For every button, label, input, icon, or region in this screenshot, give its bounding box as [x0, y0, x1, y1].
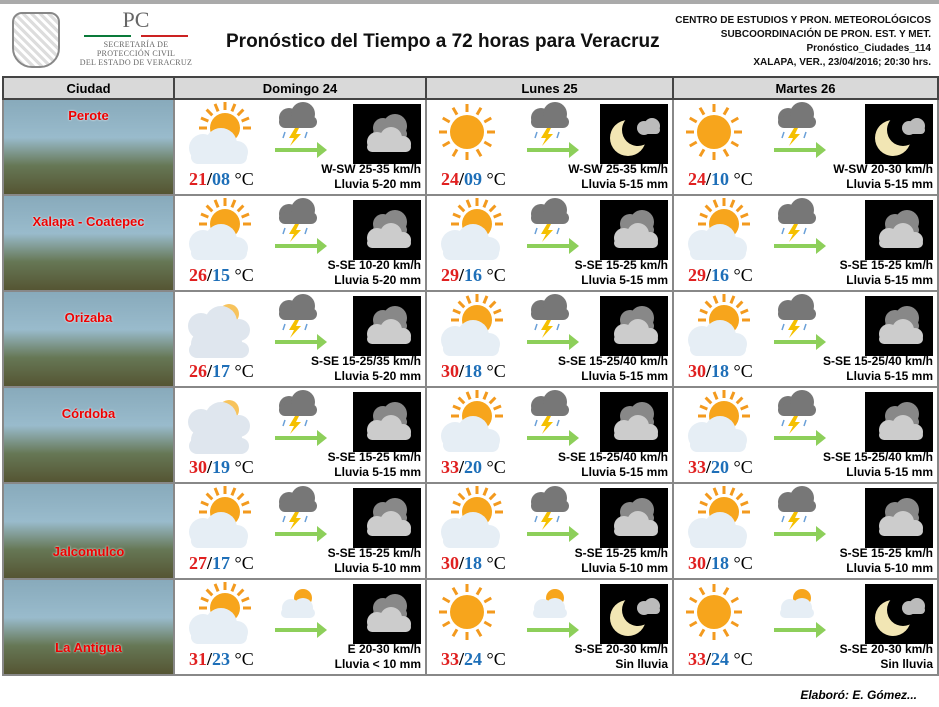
arrow-icon: [527, 244, 571, 248]
wind: S-SE 15-25/40 km/h: [557, 354, 668, 368]
temperature: 26/17 °C: [189, 361, 254, 381]
sun-day-icon: [680, 582, 750, 647]
moon-night-icon: [600, 104, 668, 164]
wind: S-SE 20-30 km/h: [574, 642, 668, 656]
page-title: Pronóstico del Tiempo a 72 horas para Veracruz: [226, 31, 660, 52]
wind-rain-info: [328, 258, 421, 288]
forecast-cell: [673, 99, 938, 195]
arrow-icon: [275, 628, 319, 632]
wind-rain-info: [840, 642, 933, 672]
wind: S-SE 20-30 km/h: [839, 642, 933, 656]
cloudy-day-icon: [181, 390, 256, 465]
table-row: [3, 483, 938, 579]
forecast-cell: [174, 291, 426, 387]
rain: Lluvia 5-15 mm: [581, 273, 668, 287]
wind: S-SE 15-25 km/h: [839, 546, 933, 560]
forecast-cell: [174, 99, 426, 195]
wind: W-SW 20-30 km/h: [833, 162, 933, 176]
rain: Lluvia < 10 mm: [334, 657, 421, 671]
forecast-cell: [673, 387, 938, 483]
wind-rain-info: [575, 642, 668, 672]
storm-trend-icon: [772, 102, 822, 153]
table-row: [3, 99, 938, 195]
temperature: 29/16 °C: [441, 265, 506, 285]
temperature: 30/18 °C: [688, 553, 753, 573]
city-photo: [3, 483, 174, 579]
top-bar: [0, 0, 939, 4]
temperature: 31/23 °C: [189, 649, 254, 669]
wind: S-SE 15-25 km/h: [839, 258, 933, 272]
partly-trend-icon: [772, 582, 822, 633]
storm-trend-icon: [273, 102, 323, 153]
partly-day-icon: [181, 198, 256, 273]
column-header-city: Ciudad: [3, 77, 174, 99]
temperature: 33/20 °C: [441, 457, 506, 477]
storm-trend-icon: [772, 294, 822, 345]
wind-rain-info: [335, 642, 421, 672]
partly-day-icon: [433, 486, 508, 561]
city-name: Orizaba: [64, 310, 113, 325]
arrow-icon: [774, 340, 818, 344]
rain: Sin lluvia: [615, 657, 668, 671]
city-name: La Antigua: [55, 640, 122, 655]
storm-trend-icon: [772, 198, 822, 249]
city-name: Jalcomulco: [52, 544, 125, 559]
rain: Lluvia 5-15 mm: [846, 177, 933, 191]
forecast-cell: [673, 483, 938, 579]
forecast-cell: [426, 483, 673, 579]
moon-night-icon: [865, 584, 933, 644]
storm-trend-icon: [525, 198, 575, 249]
rain: Lluvia 5-15 mm: [846, 465, 933, 479]
arrow-icon: [527, 436, 571, 440]
rain: Sin lluvia: [880, 657, 933, 671]
rain: Lluvia 5-20 mm: [334, 177, 421, 191]
storm-trend-icon: [273, 198, 323, 249]
wind-rain-info: [558, 450, 668, 480]
clouds-night-icon: [865, 200, 933, 260]
wind: S-SE 15-25 km/h: [574, 258, 668, 272]
wind: S-SE 15-25 km/h: [327, 546, 421, 560]
table-row: [3, 579, 938, 675]
city-name: Xalapa - Coatepec: [32, 214, 145, 229]
wind-rain-info: [823, 354, 933, 384]
wind-rain-info: [823, 450, 933, 480]
wind: S-SE 15-25 km/h: [327, 450, 421, 464]
city-photo: [3, 291, 174, 387]
partly-day-icon: [433, 294, 508, 369]
temperature: 24/10 °C: [688, 169, 753, 189]
partly-day-icon: [433, 390, 508, 465]
wind-rain-info: [575, 258, 668, 288]
storm-trend-icon: [273, 294, 323, 345]
temperature: 24/09 °C: [441, 169, 506, 189]
wind: E 20-30 km/h: [347, 642, 421, 656]
temperature: 33/24 °C: [441, 649, 506, 669]
partly-day-icon: [680, 390, 755, 465]
rain: Lluvia 5-20 mm: [334, 273, 421, 287]
temperature: 33/20 °C: [688, 457, 753, 477]
rain: Lluvia 5-10 mm: [581, 561, 668, 575]
wind-rain-info: [575, 546, 668, 576]
rain: Lluvia 5-20 mm: [334, 369, 421, 383]
sun-day-icon: [433, 102, 503, 167]
table-row: [3, 195, 938, 291]
forecast-cell: [673, 579, 938, 675]
rain: Lluvia 5-15 mm: [581, 369, 668, 383]
forecast-cell: [673, 291, 938, 387]
clouds-night-icon: [865, 488, 933, 548]
arrow-icon: [275, 436, 319, 440]
city-photo: [3, 99, 174, 195]
clouds-night-icon: [600, 296, 668, 356]
clouds-night-icon: [600, 200, 668, 260]
temperature: 21/08 °C: [189, 169, 254, 189]
rain: Lluvia 5-15 mm: [334, 465, 421, 479]
column-header-day: Domingo 24: [174, 77, 426, 99]
storm-trend-icon: [273, 486, 323, 537]
rain: Lluvia 5-15 mm: [581, 177, 668, 191]
cloudy-day-icon: [181, 294, 256, 369]
table-row: [3, 387, 938, 483]
temperature: 30/18 °C: [441, 361, 506, 381]
forecast-cell: [673, 195, 938, 291]
rain: Lluvia 5-10 mm: [334, 561, 421, 575]
clouds-night-icon: [865, 392, 933, 452]
temperature: 30/18 °C: [688, 361, 753, 381]
wind-rain-info: [558, 354, 668, 384]
rain: Lluvia 5-10 mm: [846, 561, 933, 575]
wind-rain-info: [568, 162, 668, 192]
temperature: 30/19 °C: [189, 457, 254, 477]
forecast-cell: [174, 579, 426, 675]
arrow-icon: [774, 628, 818, 632]
storm-trend-icon: [772, 486, 822, 537]
sun-day-icon: [680, 102, 750, 167]
proteccion-civil-logo: PC SECRETARÍA DE PROTECCIÓN CIVIL DEL ESTADO DE VERACRUZ: [79, 7, 193, 67]
wind-rain-info: [833, 162, 933, 192]
partly-day-icon: [680, 486, 755, 561]
forecast-cell: [426, 579, 673, 675]
forecast-cell: [174, 483, 426, 579]
storm-trend-icon: [525, 390, 575, 441]
wind-rain-info: [328, 546, 421, 576]
arrow-icon: [275, 532, 319, 536]
table-row: [3, 291, 938, 387]
clouds-night-icon: [600, 488, 668, 548]
storm-trend-icon: [525, 294, 575, 345]
partly-day-icon: [181, 486, 256, 561]
temperature: 29/16 °C: [688, 265, 753, 285]
temperature: 33/24 °C: [688, 649, 753, 669]
wind: S-SE 15-25/40 km/h: [822, 354, 933, 368]
forecast-cell: [174, 195, 426, 291]
rain: Lluvia 5-15 mm: [581, 465, 668, 479]
arrow-icon: [774, 436, 818, 440]
forecast-cell: [426, 387, 673, 483]
rain: Lluvia 5-15 mm: [846, 369, 933, 383]
forecast-cell: [174, 387, 426, 483]
storm-trend-icon: [525, 102, 575, 153]
arrow-icon: [774, 532, 818, 536]
arrow-icon: [774, 148, 818, 152]
storm-trend-icon: [273, 390, 323, 441]
wind-rain-info: [840, 258, 933, 288]
partly-day-icon: [181, 102, 256, 177]
arrow-icon: [527, 532, 571, 536]
city-name: Córdoba: [61, 406, 116, 421]
partly-trend-icon: [273, 582, 323, 633]
clouds-night-icon: [353, 296, 421, 356]
temperature: 27/17 °C: [189, 553, 254, 573]
arrow-icon: [527, 340, 571, 344]
wind: S-SE 10-20 km/h: [327, 258, 421, 272]
partly-trend-icon: [525, 582, 575, 633]
wind: W-SW 25-35 km/h: [321, 162, 421, 176]
arrow-icon: [275, 148, 319, 152]
wind: W-SW 25-35 km/h: [568, 162, 668, 176]
wind: S-SE 15-25/35 km/h: [310, 354, 421, 368]
partly-day-icon: [433, 198, 508, 273]
clouds-night-icon: [353, 392, 421, 452]
forecast-table: [2, 76, 939, 676]
wind: S-SE 15-25 km/h: [574, 546, 668, 560]
wind: S-SE 15-25/40 km/h: [822, 450, 933, 464]
clouds-night-icon: [865, 296, 933, 356]
forecast-cell: [426, 195, 673, 291]
wind-rain-info: [328, 450, 421, 480]
clouds-night-icon: [353, 584, 421, 644]
storm-trend-icon: [525, 486, 575, 537]
wind-rain-info: [840, 546, 933, 576]
rain: Lluvia 5-15 mm: [846, 273, 933, 287]
forecast-cell: [426, 99, 673, 195]
clouds-night-icon: [600, 392, 668, 452]
clouds-night-icon: [353, 488, 421, 548]
forecast-cell: [426, 291, 673, 387]
temperature: 26/15 °C: [189, 265, 254, 285]
city-photo: [3, 579, 174, 675]
arrow-icon: [527, 628, 571, 632]
storm-trend-icon: [772, 390, 822, 441]
column-header-day: Martes 26: [673, 77, 938, 99]
city-photo: [3, 387, 174, 483]
partly-day-icon: [680, 198, 755, 273]
clouds-night-icon: [353, 200, 421, 260]
moon-night-icon: [600, 584, 668, 644]
clouds-night-icon: [353, 104, 421, 164]
arrow-icon: [527, 148, 571, 152]
city-photo: [3, 195, 174, 291]
partly-day-icon: [181, 582, 256, 657]
arrow-icon: [275, 244, 319, 248]
moon-night-icon: [865, 104, 933, 164]
author-credit: Elaboró: E. Gómez...: [800, 688, 917, 702]
wind-rain-info: [321, 162, 421, 192]
wind-rain-info: [311, 354, 421, 384]
arrow-icon: [774, 244, 818, 248]
column-header-day: Lunes 25: [426, 77, 673, 99]
wind: S-SE 15-25/40 km/h: [557, 450, 668, 464]
arrow-icon: [275, 340, 319, 344]
organization-info: CENTRO DE ESTUDIOS Y PRON. METEOROLÓGICOS SUBCOORDINACIÓN DE PRON. EST. Y MET. Pronóstico_Ciudades_114 XALAPA, VER., 23/04/2016; 20:30 hrs.: [675, 15, 931, 68]
sun-day-icon: [433, 582, 503, 647]
state-seal-logo: [12, 12, 60, 68]
city-name: Perote: [68, 108, 109, 123]
temperature: 30/18 °C: [441, 553, 506, 573]
partly-day-icon: [680, 294, 755, 369]
